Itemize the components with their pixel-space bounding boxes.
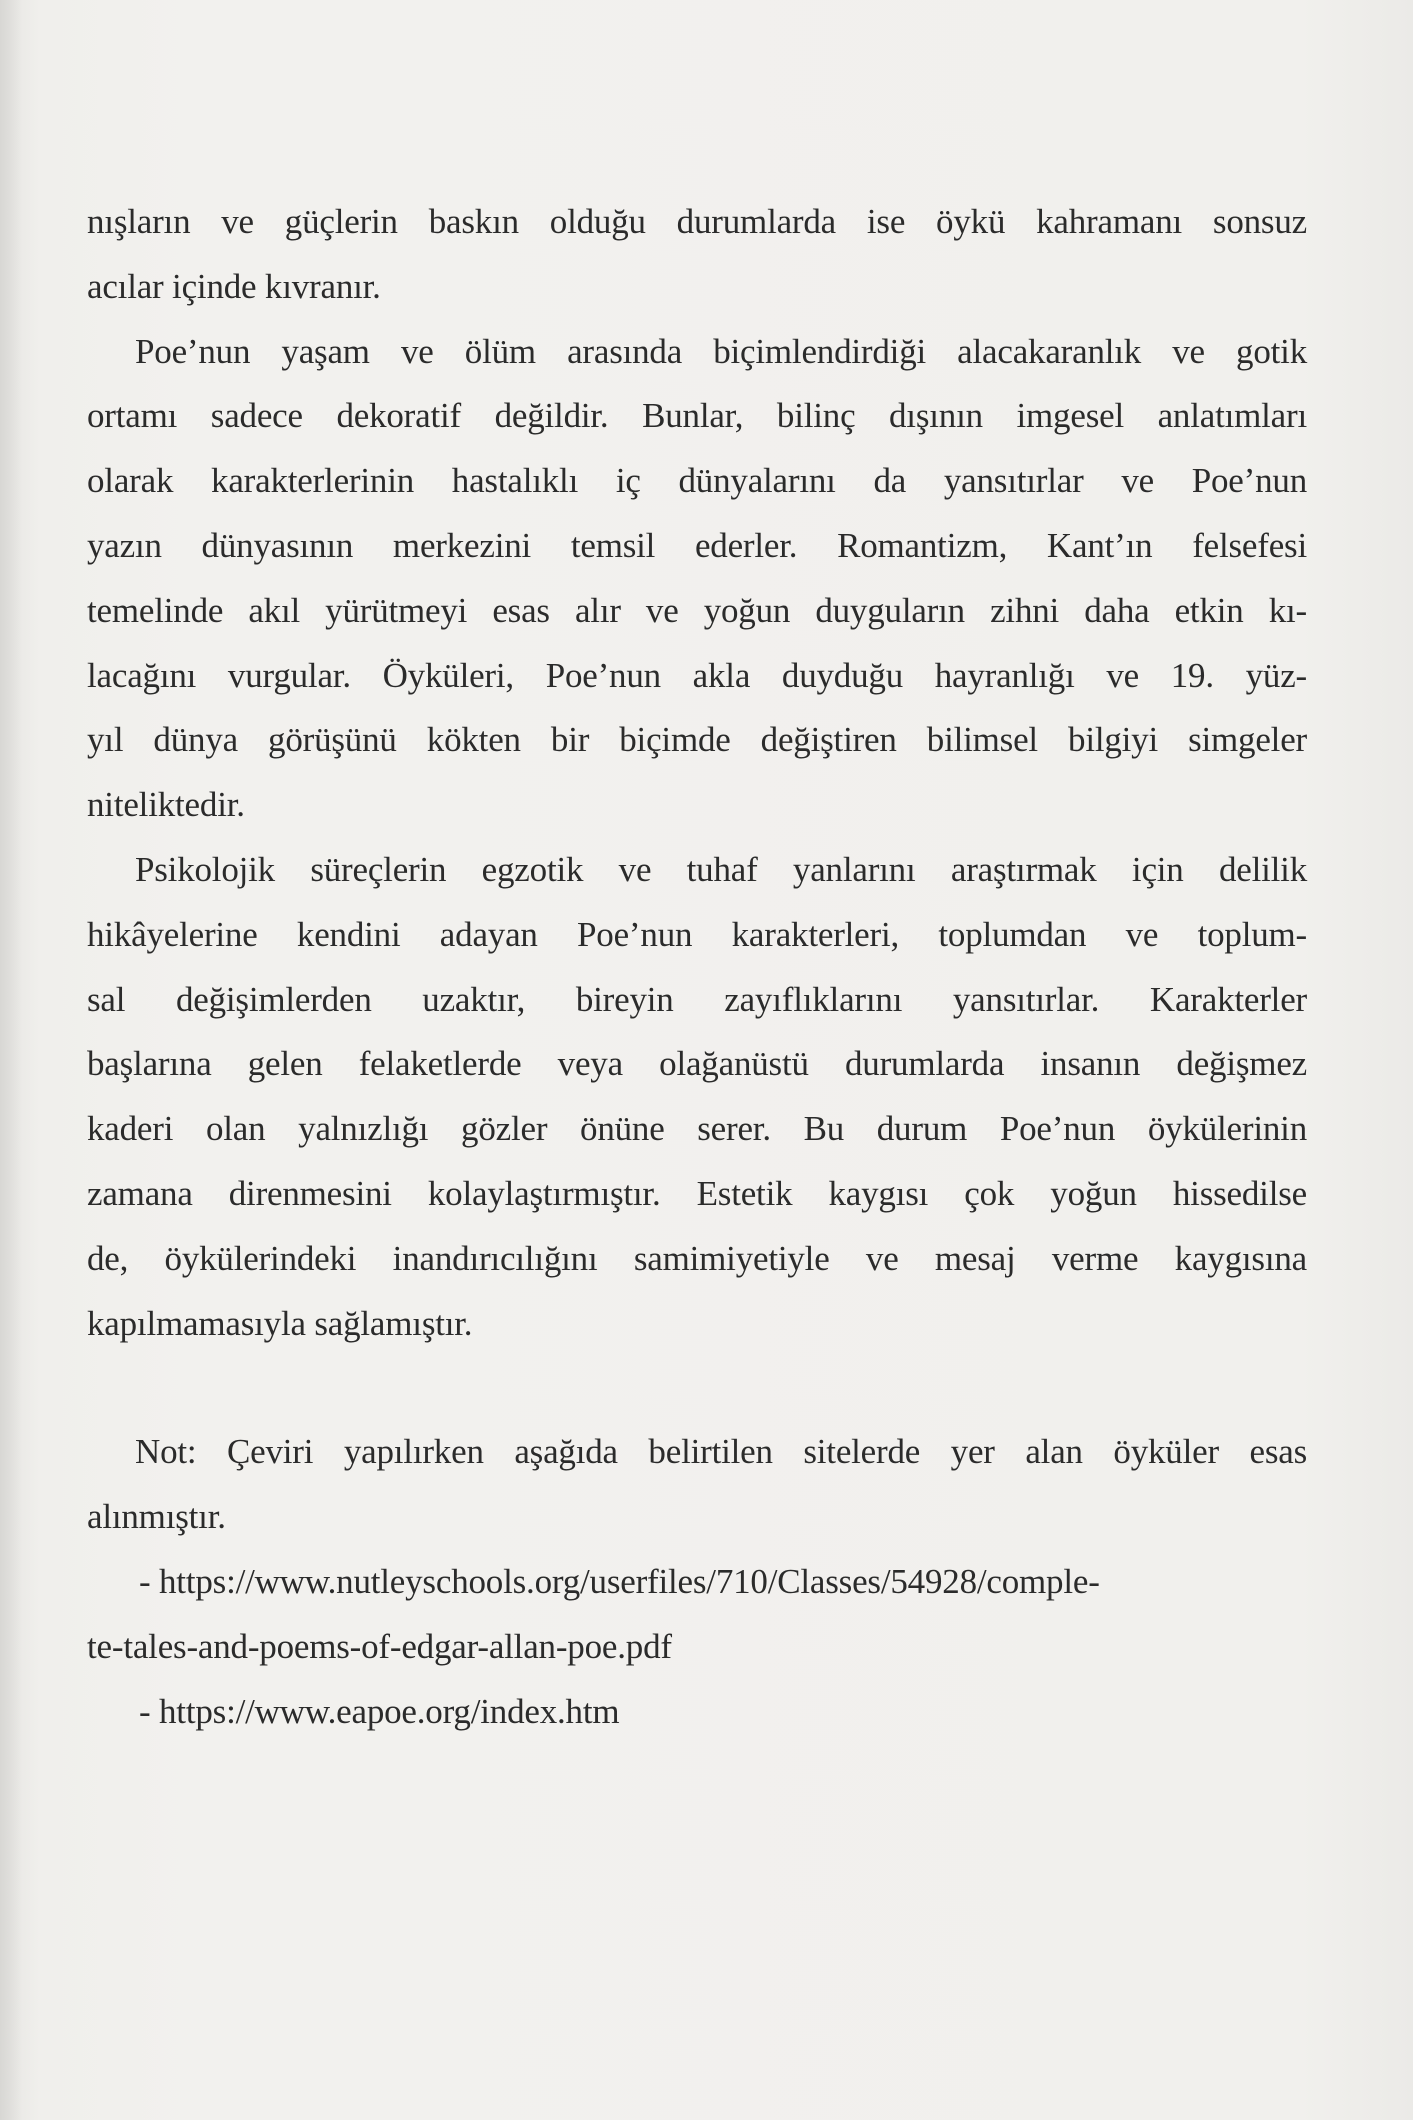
source-link-2: - https://www.eapoe.org/index.htm — [139, 1691, 620, 1731]
translation-note — [87, 1420, 1307, 1744]
note-line: alınmıştır. — [87, 1497, 226, 1537]
text-line: niteliktedir. — [87, 785, 245, 825]
text-line: yazın dünyasının merkezini temsil ederler. Romantizm, Kant’ın felsefesi — [87, 525, 1307, 565]
text-line: de, öykülerindeki inandırıcılığını samimiyetiyle ve mesaj verme kaygısına — [87, 1238, 1307, 1278]
source-link-1-continued: te-tales-and-poems-of-edgar-allan-poe.pdf — [87, 1626, 672, 1666]
text-line: Poe’nun yaşam ve ölüm arasında biçimlendirdiği alacakaranlık ve gotik — [135, 331, 1307, 371]
spine-shadow — [0, 0, 22, 2120]
text-line: nışların ve güçlerin baskın olduğu durumlarda ise öykü kahramanı sonsuz — [87, 202, 1307, 241]
text-line: zamana direnmesini kolaylaştırmıştır. Estetik kaygısı çok yoğun hissedilse — [87, 1173, 1307, 1213]
source-link-1: - https://www.nutleyschools.org/userfiles/710/Classes/54928/comple- — [139, 1561, 1100, 1601]
text-line: kapılmamasıyla sağlamıştır. — [87, 1303, 473, 1343]
text-line: hikâyelerine kendini adayan Poe’nun karakterleri, toplumdan ve toplum- — [87, 914, 1307, 954]
body-text — [87, 190, 1307, 1744]
paragraph-gap — [87, 1356, 1307, 1420]
text-line: Psikolojik süreçlerin egzotik ve tuhaf yanlarını araştırmak için delilik — [135, 849, 1307, 889]
paragraph-1 — [87, 190, 1307, 320]
paragraph-3 — [87, 838, 1307, 1356]
note-line: Not: Çeviri yapılırken aşağıda belirtilen sitelerde yer alan öyküler esas — [135, 1432, 1307, 1472]
paragraph-2 — [87, 320, 1307, 838]
text-line: lacağını vurgular. Öyküleri, Poe’nun akla duyduğu hayranlığı ve 19. yüz- — [87, 655, 1307, 695]
text-line: temelinde akıl yürütmeyi esas alır ve yoğun duyguların zihni daha etkin kı- — [87, 590, 1307, 630]
text-line: olarak karakterlerinin hastalıklı iç dünyalarını da yansıtırlar ve Poe’nun — [87, 461, 1307, 501]
text-line: kaderi olan yalnızlığı gözler önüne serer. Bu durum Poe’nun öykülerinin — [87, 1109, 1307, 1149]
text-line: başlarına gelen felaketlerde veya olağanüstü durumlarda insanın değişmez — [87, 1044, 1307, 1084]
text-line: sal değişimlerden uzaktır, bireyin zayıflıklarını yansıtırlar. Karakterler — [87, 979, 1307, 1019]
text-line: acılar içinde kıvranır. — [87, 266, 381, 306]
text-line: yıl dünya görüşünü kökten bir biçimde değiştiren bilimsel bilgiyi simgeler — [87, 720, 1307, 760]
text-line: ortamı sadece dekoratif değildir. Bunlar, bilinç dışının imgesel anlatımları — [87, 396, 1307, 436]
